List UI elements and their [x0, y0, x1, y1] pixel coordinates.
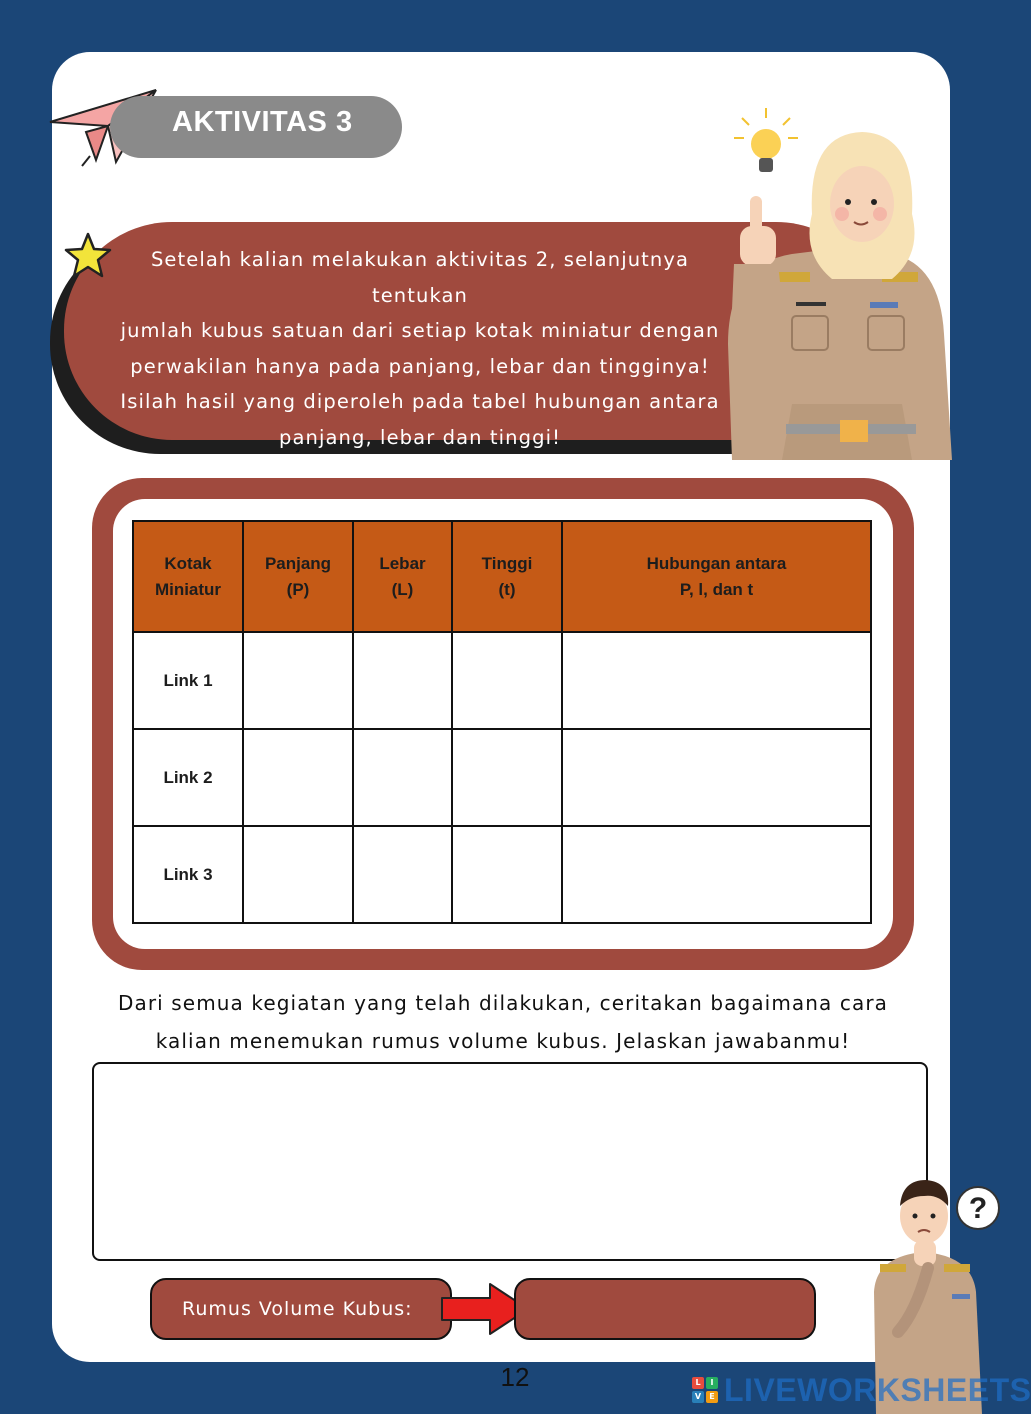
question-mark-icon — [957, 1187, 999, 1229]
row-label-link-1[interactable]: Link 1 — [133, 632, 243, 729]
page-number: 12 — [500, 1362, 530, 1392]
input-panjang[interactable] — [243, 632, 353, 729]
input-tinggi[interactable] — [452, 632, 562, 729]
answer-textbox[interactable] — [92, 1062, 928, 1261]
instruction-text — [108, 242, 732, 455]
table-row — [133, 632, 871, 729]
table-header-row — [133, 521, 871, 632]
question-text — [92, 984, 914, 1060]
input-panjang[interactable] — [243, 729, 353, 826]
instruction-line: panjang, lebar dan tinggi! — [278, 425, 562, 449]
instruction-line: Isilah hasil yang diperoleh pada tabel hubungan antara — [120, 390, 720, 413]
table-row — [133, 826, 871, 923]
formula-answer-input[interactable] — [514, 1278, 816, 1340]
header-panjang: Panjang (P) — [243, 521, 353, 632]
teacher-illustration — [722, 104, 952, 460]
light-bulb-icon — [734, 108, 798, 172]
header-lebar: Lebar (L) — [353, 521, 452, 632]
liveworksheets-watermark — [692, 1370, 1031, 1410]
relation-table — [132, 520, 872, 924]
liveworksheets-text: LIVEWORKSHEETS — [724, 1371, 1031, 1408]
table-row — [133, 729, 871, 826]
instruction-line: perwakilan hanya pada panjang, lebar dan tingginya! — [130, 354, 710, 378]
input-panjang[interactable] — [243, 826, 353, 923]
input-hubungan[interactable] — [562, 632, 871, 729]
instruction-line: jumlah kubus satuan dari setiap kotak miniatur dengan — [120, 319, 720, 342]
question-line: Dari semua kegiatan yang telah dilakukan, ceritakan bagaimana cara — [117, 991, 888, 1015]
liveworksheets-logo-icon: L I V E — [692, 1377, 718, 1403]
input-lebar[interactable] — [353, 632, 452, 729]
input-lebar[interactable] — [353, 826, 452, 923]
activity-title: AKTIVITAS 3 — [172, 106, 353, 138]
question-mark: ? — [968, 1192, 988, 1225]
input-lebar[interactable] — [353, 729, 452, 826]
instruction-line: Setelah kalian melakukan aktivitas 2, selanjutnya tentukan — [150, 248, 690, 307]
input-hubungan[interactable] — [562, 729, 871, 826]
input-hubungan[interactable] — [562, 826, 871, 923]
question-line: kalian menemukan rumus volume kubus. Jelaskan jawabanmu! — [155, 1029, 851, 1053]
header-kotak-miniatur: Kotak Miniatur — [133, 521, 243, 632]
formula-label: Rumus Volume Kubus: — [150, 1278, 452, 1340]
input-tinggi[interactable] — [452, 826, 562, 923]
star-icon — [64, 232, 112, 278]
row-label-link-3[interactable]: Link 3 — [133, 826, 243, 923]
header-tinggi: Tinggi (t) — [452, 521, 562, 632]
header-hubungan: Hubungan antara P, l, dan t — [562, 521, 871, 632]
row-label-link-2[interactable]: Link 2 — [133, 729, 243, 826]
input-tinggi[interactable] — [452, 729, 562, 826]
